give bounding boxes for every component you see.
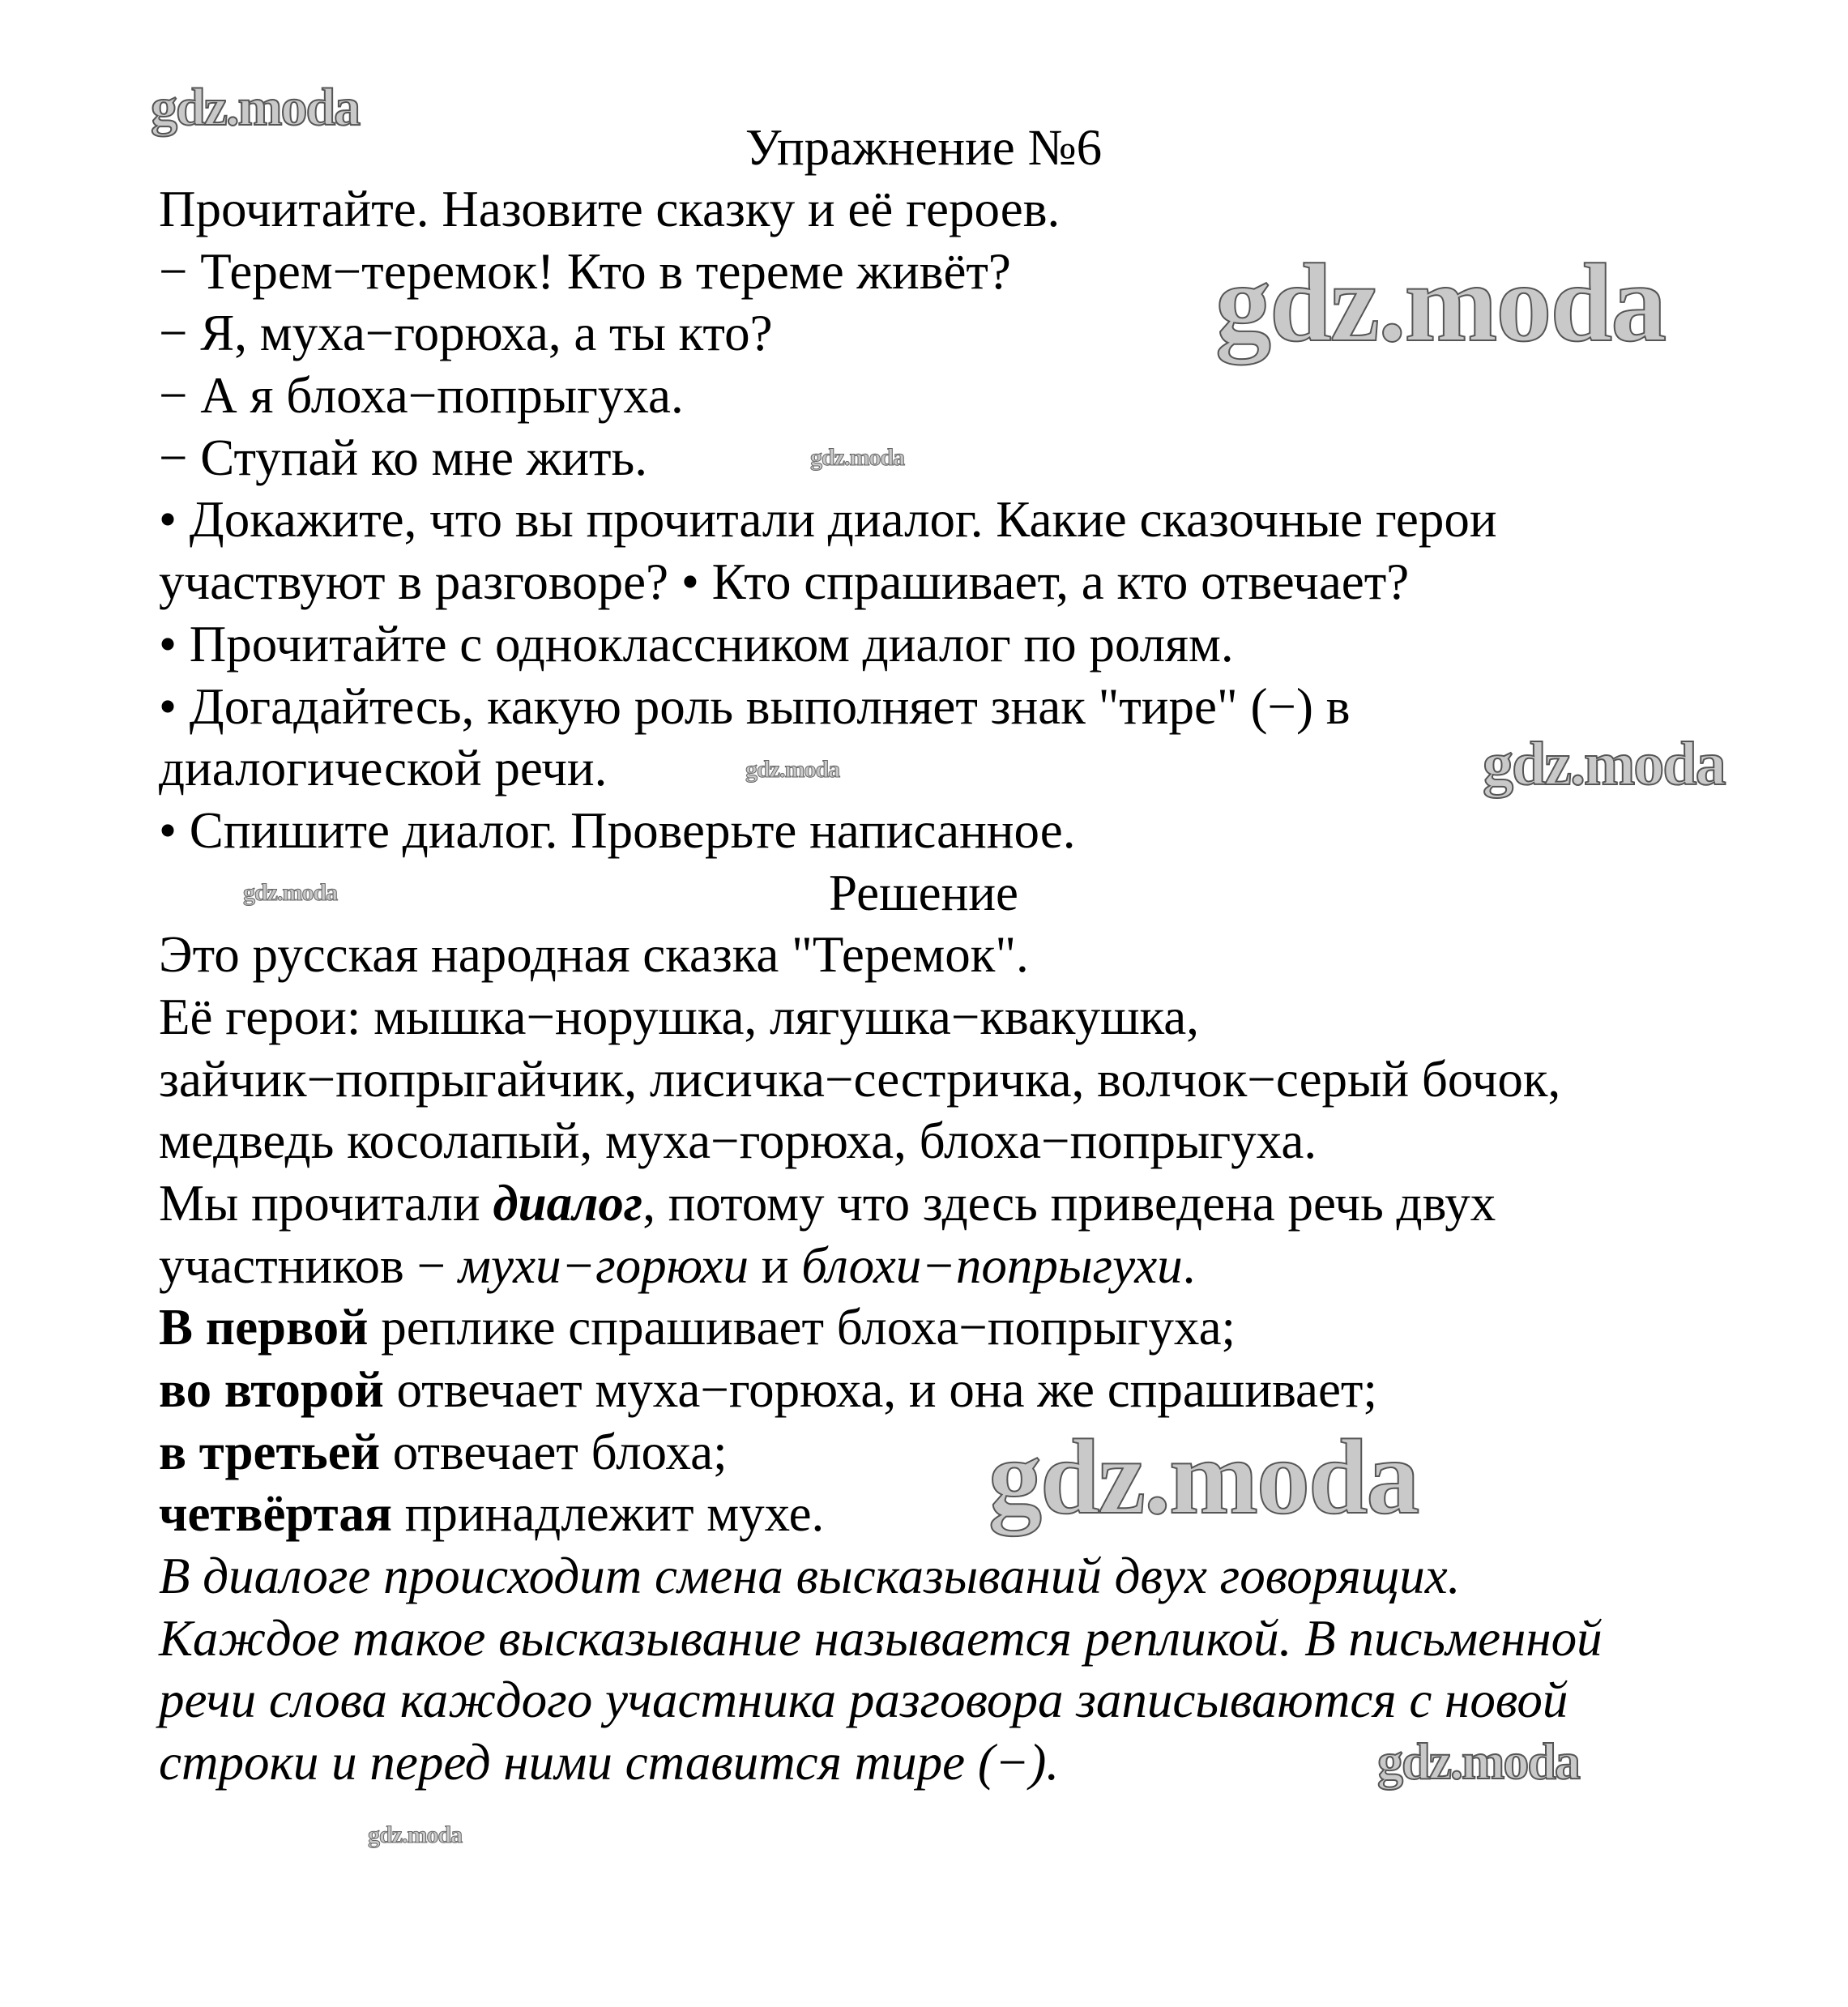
rule-line: В диалоге происходит смена высказываний двух говорящих. [159,1548,1461,1604]
watermark: gdz.moda [368,1821,463,1848]
task-line: участвуют в разговоре? • Кто спрашивает, а кто отвечает? [159,553,1410,610]
bold-term: В первой [159,1299,369,1356]
task-line: • Докажите, что вы прочитали диалог. Какие сказочные герои [159,491,1497,548]
solution-line: Её герои: мышка−норушка, лягушка−квакушка, [159,989,1199,1045]
text: отвечает муха−горюха, и она же спрашивает; [383,1361,1377,1418]
text: участников − [159,1237,459,1294]
task-line: − А я блоха−попрыгуха. [159,367,684,424]
solution-line [159,1235,1195,1296]
task-line: диалогической речи. [159,740,608,796]
solution-line [159,1421,728,1483]
text: отвечает блоха; [380,1424,728,1480]
italic-term: блохи−попрыгухи [801,1237,1183,1294]
bold-term: во второй [159,1361,384,1418]
watermark: gdz.moda [243,879,338,906]
text: и [749,1237,802,1294]
solution-line: медведь косолапый, муха−горюха, блоха−попрыгуха. [159,1112,1317,1169]
rule-line: строки и перед ними ставится тире (−). [159,1734,1060,1791]
text: . [1182,1237,1196,1294]
watermark: gdz.moda [151,78,360,137]
solution-line: Это русская народная сказка "Теремок". [159,926,1029,983]
text: Мы прочитали [159,1175,493,1232]
rule-line: речи слова каждого участника разговора записываются с новой [159,1672,1568,1728]
italic-term: мухи−горюхи [458,1237,749,1294]
bold-term: четвёртая [159,1485,392,1542]
solution-line [159,1359,1377,1420]
task-line: − Ступай ко мне жить. [159,429,648,486]
task-line: • Догадайтесь, какую роль выполняет знак "тире" (−) в [159,678,1351,735]
solution-line: зайчик−попрыгайчик, лисичка−сестричка, волчок−серый бочок, [159,1051,1561,1108]
solution-heading: Решение [828,865,1019,921]
text: , потому что здесь приведена речь двух [642,1175,1496,1232]
watermark: gdz.moda [745,756,840,783]
task-line: • Прочитайте с одноклассником диалог по ролям. [159,616,1234,673]
solution-line [159,1172,1496,1234]
solution-line [159,1483,824,1544]
text: принадлежит мухе. [391,1485,825,1542]
rule-line: Каждое такое высказывание называется репликой. В письменной [159,1610,1603,1667]
task-line: − Терем−теремок! Кто в тереме живёт? [159,243,1011,300]
watermark: gdz.moda [1377,1732,1579,1790]
emphasis-term: диалог [493,1175,643,1232]
watermark: gdz.moda [810,444,905,471]
task-line: − Я, муха−горюха, а ты кто? [159,305,773,361]
text: реплике спрашивает блоха−попрыгуха; [368,1299,1236,1356]
task-line: Прочитайте. Назовите сказку и её героев. [159,181,1061,237]
watermark: gdz.moda [988,1417,1419,1536]
watermark: gdz.moda [1215,241,1666,365]
watermark: gdz.moda [1483,730,1725,798]
solution-line [159,1296,1236,1358]
task-line: • Спишите диалог. Проверьте написанное. [159,802,1076,859]
bold-term: в третьей [159,1424,381,1480]
exercise-title: Упражнение №6 [745,119,1103,176]
